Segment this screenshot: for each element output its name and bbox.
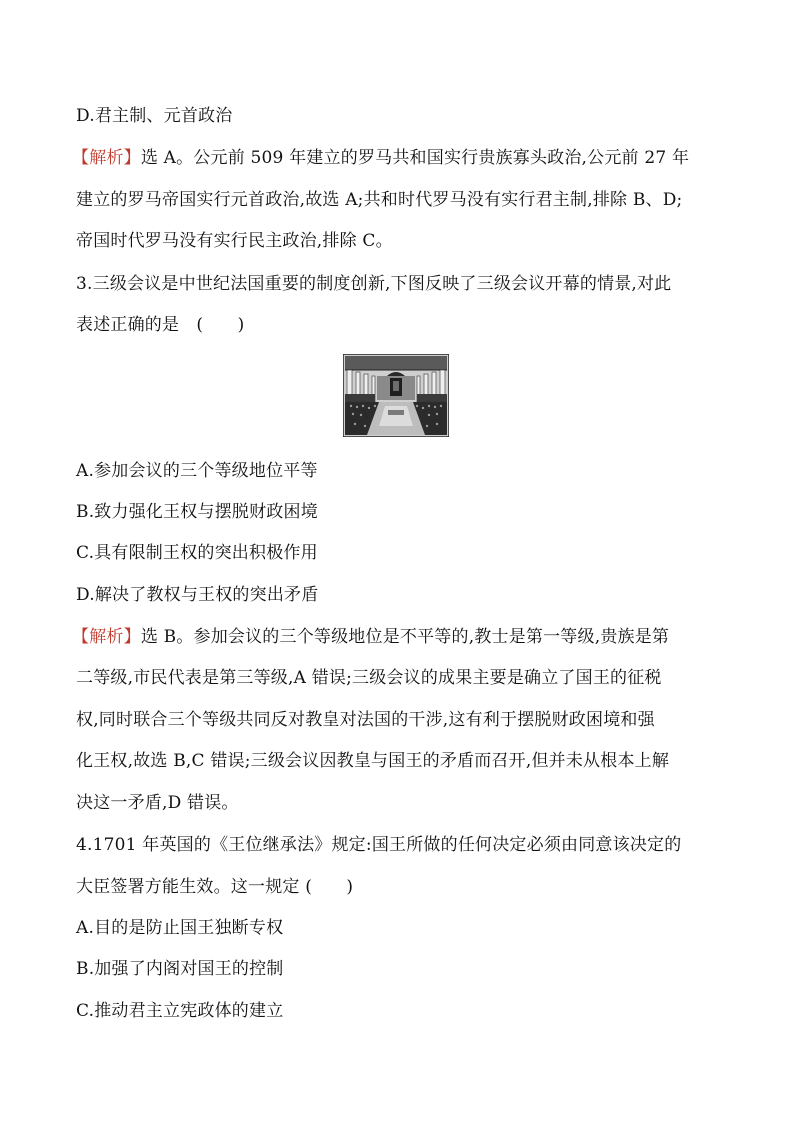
q3-analysis-line-5: 决这一矛盾,D 错误。 (76, 793, 239, 813)
q2-analysis-line-2: 建立的罗马帝国实行元首政治,故选 A;共和时代罗马没有实行君主制,排除 B、D; (76, 190, 683, 210)
q2-analysis-line-3: 帝国时代罗马没有实行民主政治,排除 C。 (76, 231, 393, 251)
q4-stem-line-2: 大臣签署方能生效。这一规定 ( ) (76, 877, 354, 897)
analysis-text: 选 A。公元前 509 年建立的罗马共和国实行贵族寡头政治,公元前 27 年 (140, 148, 690, 168)
q3-option-d: D.解决了教权与王权的突出矛盾 (76, 585, 319, 605)
q4-stem-line-1: 4.1701 年英国的《王位继承法》规定:国王所做的任何决定必须由同意该决定的 (76, 835, 682, 855)
q4-option-b: B.加强了内阁对国王的控制 (76, 959, 284, 979)
q3-option-a: A.参加会议的三个等级地位平等 (76, 461, 318, 481)
analysis-label: 【解析】 (72, 148, 141, 168)
analysis-label: 【解析】 (72, 627, 141, 647)
q3-analysis-line-1 (72, 625, 669, 649)
q3-analysis-line-4: 化王权,故选 B,C 错误;三级会议因教皇与国王的矛盾而召开,但并未从根本上解 (76, 751, 670, 771)
q3-stem-line-2: 表述正确的是 ( ) (76, 315, 245, 335)
estates-general-illustration (343, 354, 449, 437)
q3-stem-line-1: 3.三级会议是中世纪法国重要的制度创新,下图反映了三级会议开幕的情景,对此 (76, 274, 672, 294)
q4-option-a: A.目的是防止国王独断专权 (76, 918, 284, 938)
q3-analysis-line-3: 权,同时联合三个等级共同反对教皇对法国的干涉,这有利于摆脱财政困境和强 (76, 710, 655, 730)
q2-option-d: D.君主制、元首政治 (76, 106, 233, 126)
q3-option-c: C.具有限制王权的突出积极作用 (76, 543, 318, 563)
assembly-hall-engraving-icon (343, 354, 449, 437)
analysis-text: 选 B。参加会议的三个等级地位是不平等的,教士是第一等级,贵族是第 (140, 627, 670, 647)
q3-analysis-line-2: 二等级,市民代表是第三等级,A 错误;三级会议的成果主要是确立了国王的征税 (76, 668, 662, 688)
q3-option-b: B.致力强化王权与摆脱财政困境 (76, 502, 318, 522)
q4-option-c: C.推动君主立宪政体的建立 (76, 1001, 284, 1021)
q2-analysis-line-1 (72, 146, 689, 170)
